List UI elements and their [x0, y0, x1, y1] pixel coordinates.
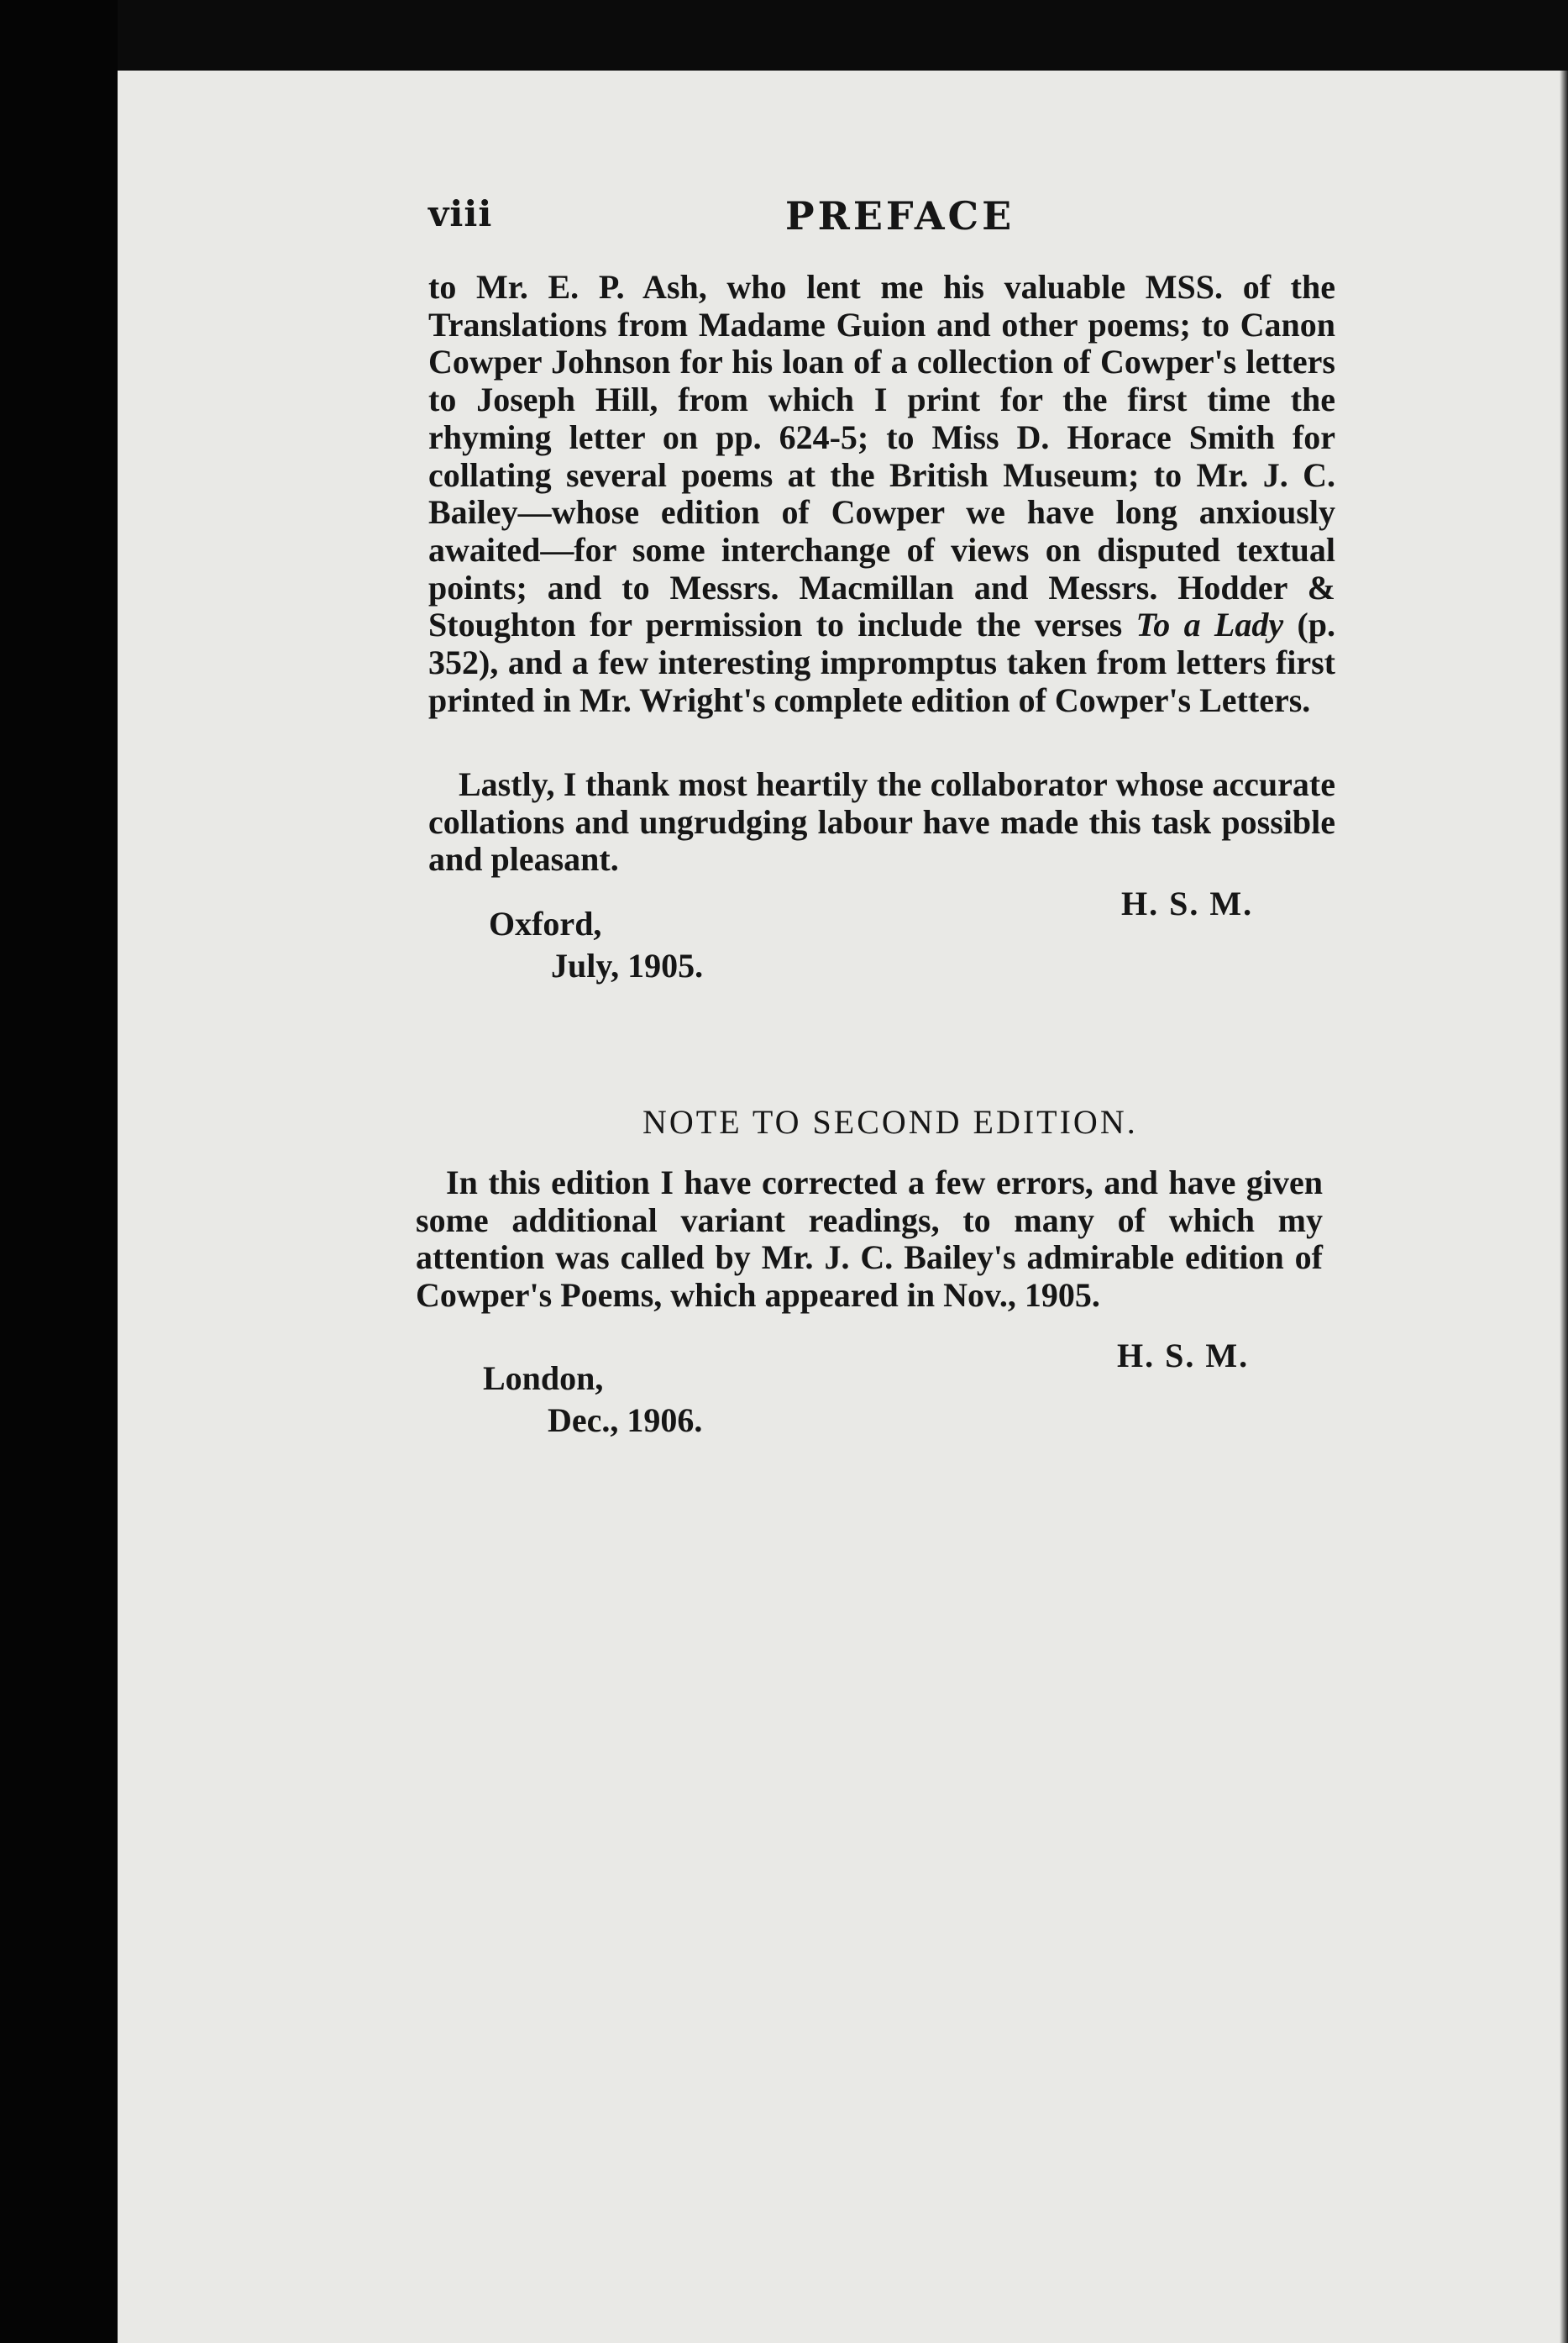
scan-border: [0, 0, 118, 2343]
note-place: London,: [483, 1359, 604, 1397]
preface-signature: H. S. M.: [1121, 885, 1254, 922]
page-edge-shadow: [1560, 71, 1568, 2343]
note-paragraph: In this edition I have corrected a few errors, and have given some additional variant readings, to many of which my attention was called by Mr. J. C. Bailey's admirable edition of Cowper's Poems, which appeared in Nov., 1905.: [416, 1164, 1323, 1315]
poem-title: To a Lady: [1135, 606, 1284, 644]
preface-paragraph-1-text: to Mr. E. P. Ash, who lent me his valuable MSS. of the Translations from Madame Guion and other poems; to Canon Cowper Johnson for his loan of a collection of Cowper's letters to Joseph Hill, from which I print for the first time the rhyming letter on pp. 624-5; to Miss D. Horace Smith for collating several poems at the British Museum; to Mr. J. C. Bailey—whose edition of Cowper we have long anxiously awaited—for some interchange of views on disputed textual points; and to Messrs. Macmillan and Messrs. Hodder & Stoughton for permission to include the verses: [428, 268, 1335, 644]
preface-date: July, 1905.: [551, 947, 704, 985]
note-date: Dec., 1906.: [548, 1401, 703, 1439]
note-signature: H. S. M.: [1117, 1337, 1250, 1374]
preface-paragraph-2: Lastly, I thank most heartily the collaborator whose accurate collations and ungrudging labour have made this task possible and pleasant.: [428, 765, 1335, 879]
page-number: viii: [428, 193, 493, 234]
preface-paragraph-1-end: (p. 352), and a few interesting impromptus taken from letters first printed in Mr. Wright's complete edition of Cowper's Letters.: [428, 606, 1336, 719]
page-header: [428, 193, 1335, 252]
preface-place: Oxford,: [489, 905, 602, 943]
running-head: PREFACE: [785, 193, 1015, 239]
preface-paragraph-1: [428, 269, 1335, 719]
note-title: NOTE TO SECOND EDITION.: [642, 1103, 1138, 1141]
